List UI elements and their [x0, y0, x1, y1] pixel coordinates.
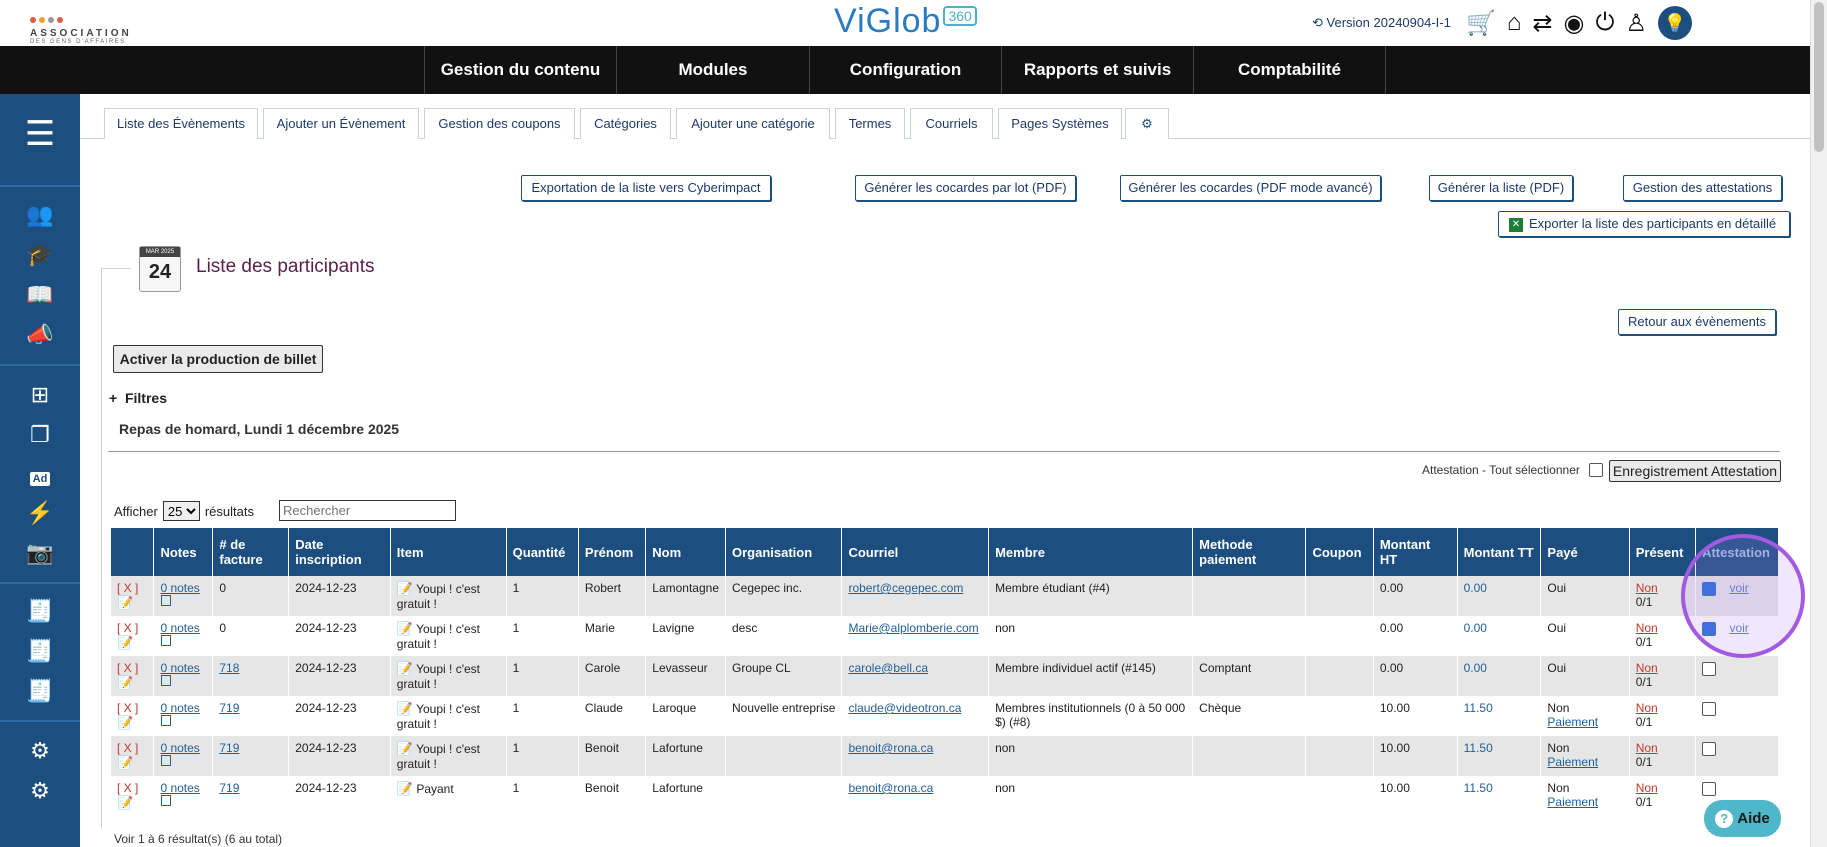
membre-cell: Membre étudiant (#4) [989, 576, 1193, 616]
note-doc-icon[interactable] [161, 795, 171, 806]
montant-ht-cell: 0.00 [1373, 576, 1457, 616]
main-nav [0, 46, 1810, 94]
col-paye[interactable]: Payé [1541, 528, 1629, 576]
methode-cell [1193, 736, 1306, 776]
present-cell [1629, 776, 1695, 816]
invoice-icon[interactable]: 🧾 [26, 598, 54, 623]
col-item[interactable]: Item [390, 528, 506, 576]
paye-value: Non [1547, 741, 1570, 755]
row-actions [111, 576, 154, 616]
date-cell: 2024-12-23 [289, 616, 391, 656]
home-icon[interactable]: ⌂ [1506, 9, 1522, 36]
item-cell [390, 576, 506, 616]
calendar-icon [139, 246, 181, 292]
coupon-cell [1306, 696, 1373, 736]
attestation-checkbox[interactable] [1702, 662, 1716, 676]
tab-courriels[interactable]: Courriels [910, 108, 993, 139]
resultats-label: résultats [204, 503, 254, 519]
nom-cell: Lafortune [646, 776, 726, 816]
paye-cell [1541, 656, 1629, 696]
notes-link[interactable]: 0 notes [160, 781, 200, 795]
col-montant-tt[interactable]: Montant TT [1457, 528, 1541, 576]
present-ratio: 0/1 [1635, 715, 1653, 729]
camera-icon[interactable]: 📷 [26, 540, 54, 565]
event-name: Repas de homard, Lundi 1 décembre 2025 [119, 421, 400, 437]
present-link[interactable]: Non [1635, 581, 1658, 595]
export-cyberimpact-button[interactable]: Exportation de la liste vers Cyberimpact [521, 175, 771, 201]
nav-configuration[interactable]: Configuration [809, 46, 1001, 94]
nav-gestion-contenu[interactable]: Gestion du contenu [424, 46, 616, 94]
eye-icon[interactable]: ◉ [1563, 9, 1585, 37]
nom-cell: Lafortune [646, 736, 726, 776]
paiement-link[interactable]: Paiement [1547, 715, 1599, 729]
paye-value: Oui [1547, 621, 1567, 635]
brand-logo[interactable] [834, 2, 977, 41]
present-cell [1629, 736, 1695, 776]
item-cell [390, 656, 506, 696]
date-cell: 2024-12-23 [289, 656, 391, 696]
quantite-cell: 1 [506, 776, 578, 816]
item-value: Youpi ! c'est gratuit ! [396, 702, 480, 731]
membre-cell: non [989, 736, 1193, 776]
col-facture[interactable]: # de facture [213, 528, 289, 576]
edit-icon[interactable]: 📝 [117, 595, 134, 610]
export-detail-label: Exporter la liste des participants en détaillé [1529, 216, 1777, 231]
facture-cell [213, 616, 289, 656]
table-footer-info: Voir 1 à 6 résultat(s) (6 au total) [114, 832, 283, 846]
edit-icon[interactable]: 📝 [117, 755, 134, 770]
membre-cell: Membres institutionnels (0 à 50 000 $) (#8) [989, 696, 1193, 736]
prenom-cell: Benoit [578, 736, 645, 776]
date-cell: 2024-12-23 [289, 736, 391, 776]
calendar-day: 24 [148, 261, 172, 283]
tab-categories[interactable]: Catégories [580, 108, 671, 139]
page-size-select[interactable] [163, 501, 200, 521]
sitemap-icon[interactable]: ⊞ [30, 382, 50, 407]
org-logo[interactable] [30, 10, 132, 45]
present-ratio: 0/1 [1635, 795, 1653, 809]
cart-icon[interactable]: 🛒 [1466, 9, 1496, 37]
note-doc-icon[interactable] [161, 635, 171, 646]
calendar-month: MAR 2025 [140, 247, 180, 257]
courriel-link[interactable]: benoit@rona.ca [848, 741, 934, 755]
remove-link[interactable]: [ X ] [117, 581, 139, 595]
courriel-cell [842, 696, 989, 736]
courriel-link[interactable]: robert@cegepec.com [848, 581, 964, 595]
col-nom[interactable]: Nom [646, 528, 726, 576]
montant-ht-cell: 10.00 [1373, 736, 1457, 776]
organisation-cell [726, 736, 842, 776]
col-prenom[interactable]: Prénom [578, 528, 645, 576]
quantite-cell: 1 [506, 656, 578, 696]
courriel-link[interactable]: carole@bell.ca [848, 661, 929, 675]
coupon-cell [1306, 656, 1373, 696]
membre-cell: Membre individuel actif (#145) [989, 656, 1193, 696]
attestation-select-all-label: Attestation - Tout sélectionner [1422, 463, 1580, 477]
cocardes-avance-button[interactable]: Générer les cocardes (PDF mode avancé) [1120, 175, 1381, 201]
table-row [111, 576, 1779, 616]
voir-attestation-link[interactable]: voir [1729, 621, 1749, 635]
edit-item-icon[interactable]: 📝 [396, 781, 413, 796]
edit-item-icon[interactable]: 📝 [396, 581, 413, 596]
present-cell [1629, 616, 1695, 656]
notes-link[interactable]: 0 notes [160, 661, 200, 675]
tab-termes[interactable]: Termes [835, 108, 905, 139]
gears-icon[interactable]: ⚙ [30, 738, 50, 763]
liste-pdf-button[interactable]: Générer la liste (PDF) [1429, 175, 1573, 201]
table-row [111, 776, 1779, 816]
edit-icon[interactable]: 📝 [117, 635, 134, 650]
methode-cell: Comptant [1193, 656, 1306, 696]
logo-line1: ASSOCIATION [30, 28, 132, 39]
courriel-cell [842, 656, 989, 696]
nav-rapports[interactable]: Rapports et suivis [1001, 46, 1193, 94]
methode-cell [1193, 576, 1306, 616]
menu-icon[interactable]: ☰ [24, 115, 56, 153]
courriel-cell [842, 776, 989, 816]
montant-tt-cell: 11.50 [1457, 696, 1541, 736]
user-icon[interactable]: ♙ [1625, 9, 1647, 37]
facture-cell [213, 656, 289, 696]
note-doc-icon[interactable] [161, 755, 171, 766]
notes-link[interactable]: 0 notes [160, 621, 200, 635]
megaphone-icon[interactable]: 📣 [26, 322, 54, 347]
nom-cell: Lamontagne [646, 576, 726, 616]
paye-value: Non [1547, 781, 1570, 795]
col-coupon[interactable]: Coupon [1306, 528, 1373, 576]
version-text: Version 20240904-I-1 [1326, 15, 1451, 30]
coupon-cell [1306, 736, 1373, 776]
graduation-icon[interactable]: 🎓 [26, 242, 54, 267]
paye-cell [1541, 696, 1629, 736]
activer-billet-button[interactable]: Activer la production de billet [113, 345, 323, 373]
facture-cell [213, 576, 289, 616]
tab-gestion-coupons[interactable]: Gestion des coupons [424, 108, 575, 139]
present-cell [1629, 696, 1695, 736]
notes-cell [154, 736, 213, 776]
notes-link[interactable]: 0 notes [160, 701, 200, 715]
remove-link[interactable]: [ X ] [117, 781, 139, 795]
date-cell: 2024-12-23 [289, 576, 391, 616]
montant-ht-cell: 10.00 [1373, 696, 1457, 736]
courriel-link[interactable]: benoit@rona.ca [848, 781, 934, 795]
page-title: Liste des participants [196, 256, 375, 277]
nom-cell: Laroque [646, 696, 726, 736]
montant-ht-cell: 0.00 [1373, 616, 1457, 656]
organisation-cell: Nouvelle entreprise [726, 696, 842, 736]
paye-cell [1541, 736, 1629, 776]
methode-cell: Chèque [1193, 696, 1306, 736]
attestation-cell [1696, 696, 1779, 736]
note-doc-icon[interactable] [161, 715, 171, 726]
edit-icon[interactable]: 📝 [117, 675, 134, 690]
prenom-cell: Marie [578, 616, 645, 656]
courriel-link[interactable]: Marie@alplomberie.com [848, 621, 979, 635]
edit-item-icon[interactable]: 📝 [396, 621, 413, 636]
table-header-row [111, 528, 1779, 576]
facture-link[interactable]: 718 [219, 661, 240, 675]
facture-value: 0 [219, 581, 227, 595]
item-cell [390, 616, 506, 656]
row-actions [111, 616, 154, 656]
edit-item-icon[interactable]: 📝 [396, 701, 413, 716]
col-methode[interactable]: Methode paiement [1193, 528, 1306, 576]
coupon-cell [1306, 616, 1373, 656]
aide-button[interactable] [1704, 800, 1781, 837]
montant-tt-cell: 11.50 [1457, 776, 1541, 816]
notes-link[interactable]: 0 notes [160, 741, 200, 755]
present-ratio: 0/1 [1635, 675, 1653, 689]
aide-label: Aide [1737, 810, 1770, 827]
facture-link[interactable]: 719 [219, 741, 240, 755]
quantite-cell: 1 [506, 576, 578, 616]
ad-icon[interactable]: Ad [0, 462, 80, 488]
courriel-cell [842, 736, 989, 776]
version-label[interactable] [1312, 15, 1451, 31]
notes-cell [154, 616, 213, 656]
coupon-cell [1306, 776, 1373, 816]
edit-icon[interactable]: 📝 [117, 795, 134, 810]
courriel-cell [842, 576, 989, 616]
item-value: Youpi ! c'est gratuit ! [396, 742, 480, 771]
paye-value: Non [1547, 701, 1570, 715]
edit-icon[interactable]: 📝 [117, 715, 134, 730]
item-cell [390, 696, 506, 736]
bolt-icon[interactable]: ⚡ [26, 500, 54, 525]
history-icon: ⟲ [1312, 15, 1323, 30]
invoice-icon[interactable]: 🧾 [26, 678, 54, 703]
item-value: Youpi ! c'est gratuit ! [396, 582, 480, 611]
montant-tt-cell: 0.00 [1457, 616, 1541, 656]
organisation-cell: desc [726, 616, 842, 656]
vertical-scrollbar[interactable] [1810, 0, 1827, 847]
col-membre[interactable]: Membre [989, 528, 1193, 576]
tab-ajouter-evenement[interactable]: Ajouter un Évènement [263, 108, 419, 139]
col-notes[interactable]: Notes [154, 528, 213, 576]
notes-cell [154, 656, 213, 696]
present-ratio: 0/1 [1635, 755, 1653, 769]
export-detail-button[interactable] [1498, 211, 1790, 237]
methode-cell [1193, 616, 1306, 656]
item-value: Youpi ! c'est gratuit ! [396, 622, 480, 651]
note-doc-icon[interactable] [161, 595, 171, 606]
retour-evenements-button[interactable]: Retour aux évènements [1618, 309, 1776, 335]
attestation-checkbox[interactable] [1702, 702, 1716, 716]
cocardes-lot-button[interactable]: Générer les cocardes par lot (PDF) [855, 175, 1076, 201]
item-value: Youpi ! c'est gratuit ! [396, 662, 480, 691]
courriel-cell [842, 616, 989, 656]
item-cell [390, 776, 506, 816]
quantite-cell: 1 [506, 736, 578, 776]
montant-tt-cell: 0.00 [1457, 576, 1541, 616]
notes-cell [154, 776, 213, 816]
facture-value: 0 [219, 621, 227, 635]
edit-item-icon[interactable]: 📝 [396, 661, 413, 676]
tab-ajouter-categorie[interactable]: Ajouter une catégorie [676, 108, 830, 139]
attestation-highlight [1681, 534, 1805, 658]
nom-cell: Lavigne [646, 616, 726, 656]
remove-link[interactable]: [ X ] [117, 701, 139, 715]
table-row [111, 696, 1779, 736]
row-actions [111, 696, 154, 736]
montant-ht-cell: 0.00 [1373, 656, 1457, 696]
gears-icon[interactable]: ⚙ [30, 778, 50, 803]
nav-modules[interactable]: Modules [616, 46, 809, 94]
paiement-link[interactable]: Paiement [1547, 755, 1599, 769]
col-quantite[interactable]: Quantité [506, 528, 578, 576]
prenom-cell: Benoit [578, 776, 645, 816]
montant-ht-cell: 10.00 [1373, 776, 1457, 816]
invoice-icon[interactable]: 🧾 [26, 638, 54, 663]
paye-cell [1541, 576, 1629, 616]
voir-attestation-link[interactable]: voir [1729, 581, 1749, 595]
montant-tt-cell: 11.50 [1457, 736, 1541, 776]
excel-icon: ✕ [1509, 218, 1523, 232]
power-icon[interactable]: ⏻ [1595, 9, 1615, 36]
tab-settings-gear-icon[interactable]: ⚙ [1125, 108, 1169, 139]
filtres-label: Filtres [124, 390, 167, 406]
organisation-cell: Cegepec inc. [726, 576, 842, 616]
page-size-control [114, 501, 254, 521]
col-date[interactable]: Date inscription [289, 528, 391, 576]
present-link[interactable]: Non [1635, 781, 1658, 795]
paye-value: Oui [1547, 581, 1567, 595]
organisation-cell [726, 776, 842, 816]
gestion-attestations-button[interactable]: Gestion des attestations [1623, 175, 1782, 201]
table-row [111, 656, 1779, 696]
present-ratio: 0/1 [1635, 595, 1653, 609]
prenom-cell: Robert [578, 576, 645, 616]
item-value: Payant [416, 782, 454, 796]
header-toolbar [1466, 6, 1692, 40]
present-link[interactable]: Non [1635, 701, 1658, 715]
table-row [111, 736, 1779, 776]
bulb-icon[interactable]: 💡 [1658, 6, 1692, 40]
row-actions [111, 656, 154, 696]
help-icon: ? [1715, 810, 1733, 828]
coupon-cell [1306, 576, 1373, 616]
attestation-checkbox[interactable] [1702, 742, 1716, 756]
book-icon[interactable]: 📖 [26, 282, 54, 307]
col-courriel[interactable]: Courriel [842, 528, 989, 576]
brand-name: ViGlob [834, 2, 942, 40]
item-cell [390, 736, 506, 776]
notes-cell [154, 576, 213, 616]
tab-pages-systemes[interactable]: Pages Systèmes [998, 108, 1122, 139]
date-cell: 2024-12-23 [289, 776, 391, 816]
prenom-cell: Claude [578, 696, 645, 736]
notes-cell [154, 696, 213, 736]
attestation-cell [1696, 736, 1779, 776]
afficher-label: Afficher [114, 503, 158, 519]
edit-item-icon[interactable]: 📝 [396, 741, 413, 756]
row-actions [111, 736, 154, 776]
membre-cell: non [989, 776, 1193, 816]
date-cell: 2024-12-23 [289, 696, 391, 736]
logo-line2: DES GENS D'AFFAIRES [30, 39, 126, 45]
present-link[interactable]: Non [1635, 661, 1658, 675]
nav-comptabilite[interactable]: Comptabilité [1193, 46, 1386, 94]
facture-link[interactable]: 719 [219, 781, 240, 795]
nom-cell: Levasseur [646, 656, 726, 696]
present-cell [1629, 656, 1695, 696]
tab-liste-evenements[interactable]: Liste des Évènements [104, 108, 258, 139]
quantite-cell: 1 [506, 696, 578, 736]
methode-cell [1193, 776, 1306, 816]
remove-link[interactable]: [ X ] [117, 621, 139, 635]
col-organisation[interactable]: Organisation [726, 528, 842, 576]
users-icon[interactable]: 👥 [26, 202, 54, 227]
logo-dots [30, 10, 132, 28]
paye-value: Oui [1547, 661, 1567, 675]
facture-cell [213, 696, 289, 736]
remove-link[interactable]: [ X ] [117, 661, 139, 675]
participants-table [111, 528, 1779, 816]
enregistrement-attestation-button[interactable]: Enregistrement Attestation [1609, 460, 1781, 482]
organisation-cell: Groupe CL [726, 656, 842, 696]
facture-link[interactable]: 719 [219, 701, 240, 715]
attestation-cell [1696, 656, 1779, 696]
membre-cell: non [989, 616, 1193, 656]
montant-tt-cell: 0.00 [1457, 656, 1541, 696]
attestation-select-all-checkbox[interactable] [1589, 463, 1603, 477]
present-link[interactable]: Non [1635, 621, 1658, 635]
paiement-link[interactable]: Paiement [1547, 795, 1599, 809]
facture-cell [213, 776, 289, 816]
brand-badge: 360 [943, 6, 976, 26]
quantite-cell: 1 [506, 616, 578, 656]
courriel-link[interactable]: claude@videotron.ca [848, 701, 962, 715]
remove-link[interactable]: [ X ] [117, 741, 139, 755]
paye-cell [1541, 616, 1629, 656]
facture-cell [213, 736, 289, 776]
sidebar [0, 94, 80, 847]
plus-icon: + [109, 390, 118, 406]
notes-link[interactable]: 0 notes [160, 581, 200, 595]
paye-cell [1541, 776, 1629, 816]
table-row [111, 616, 1779, 656]
col-present[interactable]: Présent [1629, 528, 1695, 576]
copy-icon[interactable]: ❐ [30, 422, 50, 447]
attestation-checkbox[interactable] [1702, 782, 1716, 796]
row-actions [111, 776, 154, 816]
search-input[interactable] [279, 500, 456, 521]
note-doc-icon[interactable] [161, 675, 171, 686]
present-ratio: 0/1 [1635, 635, 1653, 649]
col-montant-ht[interactable]: Montant HT [1373, 528, 1457, 576]
col-attestation[interactable]: Attestation [1696, 528, 1779, 576]
present-link[interactable]: Non [1635, 741, 1658, 755]
col-remove [111, 528, 154, 576]
prenom-cell: Carole [578, 656, 645, 696]
swap-icon[interactable]: ⇄ [1532, 9, 1553, 37]
filtres-toggle[interactable] [109, 390, 167, 406]
